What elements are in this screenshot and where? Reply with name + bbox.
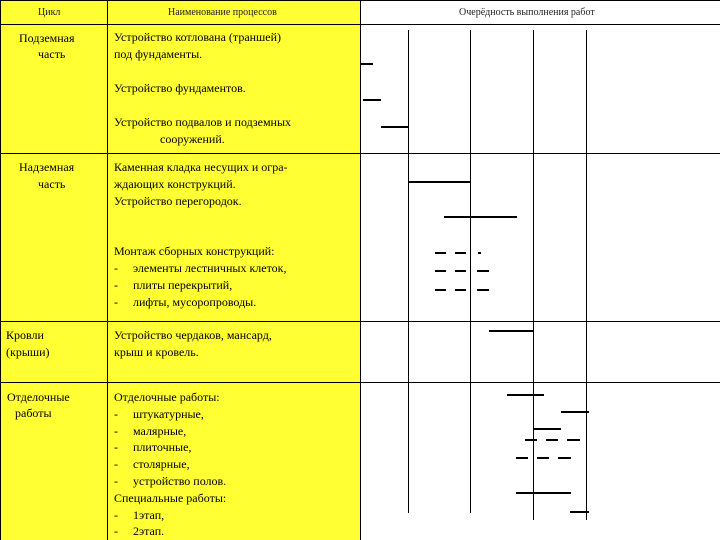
- gantt-bar-dashed: [546, 439, 558, 441]
- schedule-line: [470, 30, 471, 513]
- gantt-bar-dashed: [477, 270, 489, 272]
- gantt-bar-dashed: [516, 457, 528, 459]
- process-item: Устройство чердаков, мансард, крыш и кровель.: [114, 328, 272, 359]
- gantt-bar-dashed: [455, 270, 466, 272]
- gantt-bar: [570, 511, 589, 513]
- process-item: Устройство подвалов и подземных сооружений.: [114, 115, 292, 146]
- gantt-bar: [534, 428, 561, 430]
- gantt-bar-dashed: [435, 270, 446, 272]
- grid-line: [0, 0, 1, 540]
- header-process: Наименование процессов: [168, 7, 277, 18]
- process-item: Каменная кладка несущих и огра- ждающих конструкций. Устройство перегородок.: [114, 160, 288, 208]
- gantt-bar-dashed: [478, 252, 481, 254]
- schedule-line: [533, 30, 534, 520]
- cycle-label: работы: [15, 406, 52, 420]
- gantt-bar-dashed: [435, 289, 446, 291]
- process-item: Устройство фундаментов.: [114, 81, 246, 95]
- process-item: Монтаж сборных конструкций: - элементы лестничных клеток, - плиты перекрытий, - лифты, мусоропроводы.: [114, 244, 287, 309]
- gantt-bar-dashed: [455, 252, 466, 254]
- gantt-bar: [516, 492, 571, 494]
- cycle-label: Надземная: [19, 160, 75, 174]
- cycle-label: часть: [38, 47, 66, 61]
- header-sequence: Очерёдность выполнения работ: [459, 7, 595, 18]
- gantt-bar-dashed: [567, 439, 580, 441]
- gantt-bar-dashed: [435, 252, 446, 254]
- process-item: Отделочные работы: - штукатурные, - малярные, - плиточные, - столярные, - устройство полов. Специальные работы: - 1этап, - 2этап.: [114, 390, 227, 539]
- schedule-line: [408, 30, 409, 513]
- gantt-bar: [381, 126, 408, 128]
- gantt-bar: [489, 330, 534, 332]
- gantt-bar: [361, 63, 373, 65]
- process-item: Устройство котлована (траншей) под фундаменты.: [114, 30, 282, 61]
- cycle-label: Подземная: [19, 31, 75, 45]
- cycle-label: Кровли (крыши): [6, 328, 50, 359]
- gantt-bar-dashed: [537, 457, 549, 459]
- gantt-bar: [409, 181, 470, 183]
- gantt-bar-dashed: [455, 289, 466, 291]
- gantt-bar-dashed: [477, 289, 489, 291]
- gantt-bar: [507, 394, 544, 396]
- gantt-bar: [444, 216, 517, 218]
- gantt-bar-dashed: [525, 439, 537, 441]
- grid-line: [360, 0, 361, 540]
- schedule-line: [586, 30, 587, 520]
- cycle-label: часть: [38, 177, 66, 191]
- cycle-label: Отделочные: [7, 390, 70, 404]
- header-cycle: Цикл: [38, 7, 61, 18]
- grid-line: [107, 0, 108, 540]
- gantt-bar: [363, 99, 381, 101]
- gantt-bar: [561, 411, 589, 413]
- gantt-bar-dashed: [558, 457, 571, 459]
